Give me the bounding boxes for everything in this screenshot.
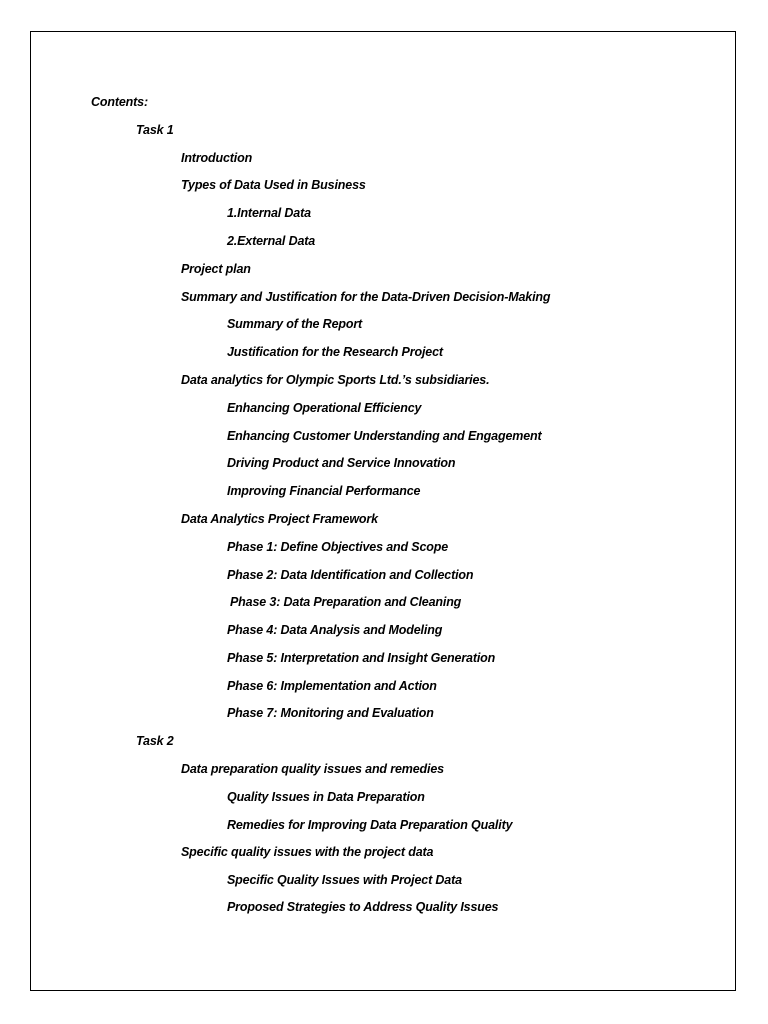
toc-subentry: Justification for the Research Project xyxy=(227,345,443,359)
toc-subentry: Improving Financial Performance xyxy=(227,484,421,498)
toc-subentry: Phase 2: Data Identification and Collection xyxy=(227,568,474,582)
document-page xyxy=(30,31,736,991)
toc-subentry: Phase 7: Monitoring and Evaluation xyxy=(227,706,434,720)
toc-entry: Introduction xyxy=(181,151,253,165)
toc-entry: Project plan xyxy=(181,262,251,276)
toc-subentry: Remedies for Improving Data Preparation Quality xyxy=(227,818,513,832)
toc-task-1: Task 1 xyxy=(136,123,174,137)
toc-subentry: Driving Product and Service Innovation xyxy=(227,456,456,470)
toc-subentry: Phase 3: Data Preparation and Cleaning xyxy=(230,595,462,609)
toc-entry: Specific quality issues with the project data xyxy=(181,845,434,859)
toc-entry: Data analytics for Olympic Sports Ltd.’s subsidiaries. xyxy=(181,373,490,387)
toc-subentry: 2.External Data xyxy=(227,234,316,248)
toc-subentry: Phase 6: Implementation and Action xyxy=(227,679,437,693)
toc-entry: Summary and Justification for the Data-Driven Decision-Making xyxy=(181,290,551,304)
toc-subentry: Phase 1: Define Objectives and Scope xyxy=(227,540,449,554)
table-of-contents xyxy=(31,32,735,990)
toc-subentry: Enhancing Operational Efficiency xyxy=(227,401,422,415)
toc-subentry: Proposed Strategies to Address Quality Issues xyxy=(227,900,499,914)
toc-subentry: Specific Quality Issues with Project Data xyxy=(227,873,462,887)
toc-entry: Data preparation quality issues and remedies xyxy=(181,762,444,776)
contents-heading: Contents: xyxy=(91,95,148,109)
toc-entry: Types of Data Used in Business xyxy=(181,178,366,192)
toc-subentry: Enhancing Customer Understanding and Engagement xyxy=(227,429,542,443)
toc-subentry: Summary of the Report xyxy=(227,317,363,331)
toc-subentry: Phase 5: Interpretation and Insight Generation xyxy=(227,651,496,665)
toc-subentry: 1.Internal Data xyxy=(227,206,311,220)
toc-task-2: Task 2 xyxy=(136,734,174,748)
toc-subentry: Phase 4: Data Analysis and Modeling xyxy=(227,623,443,637)
toc-subentry: Quality Issues in Data Preparation xyxy=(227,790,425,804)
toc-entry: Data Analytics Project Framework xyxy=(181,512,378,526)
